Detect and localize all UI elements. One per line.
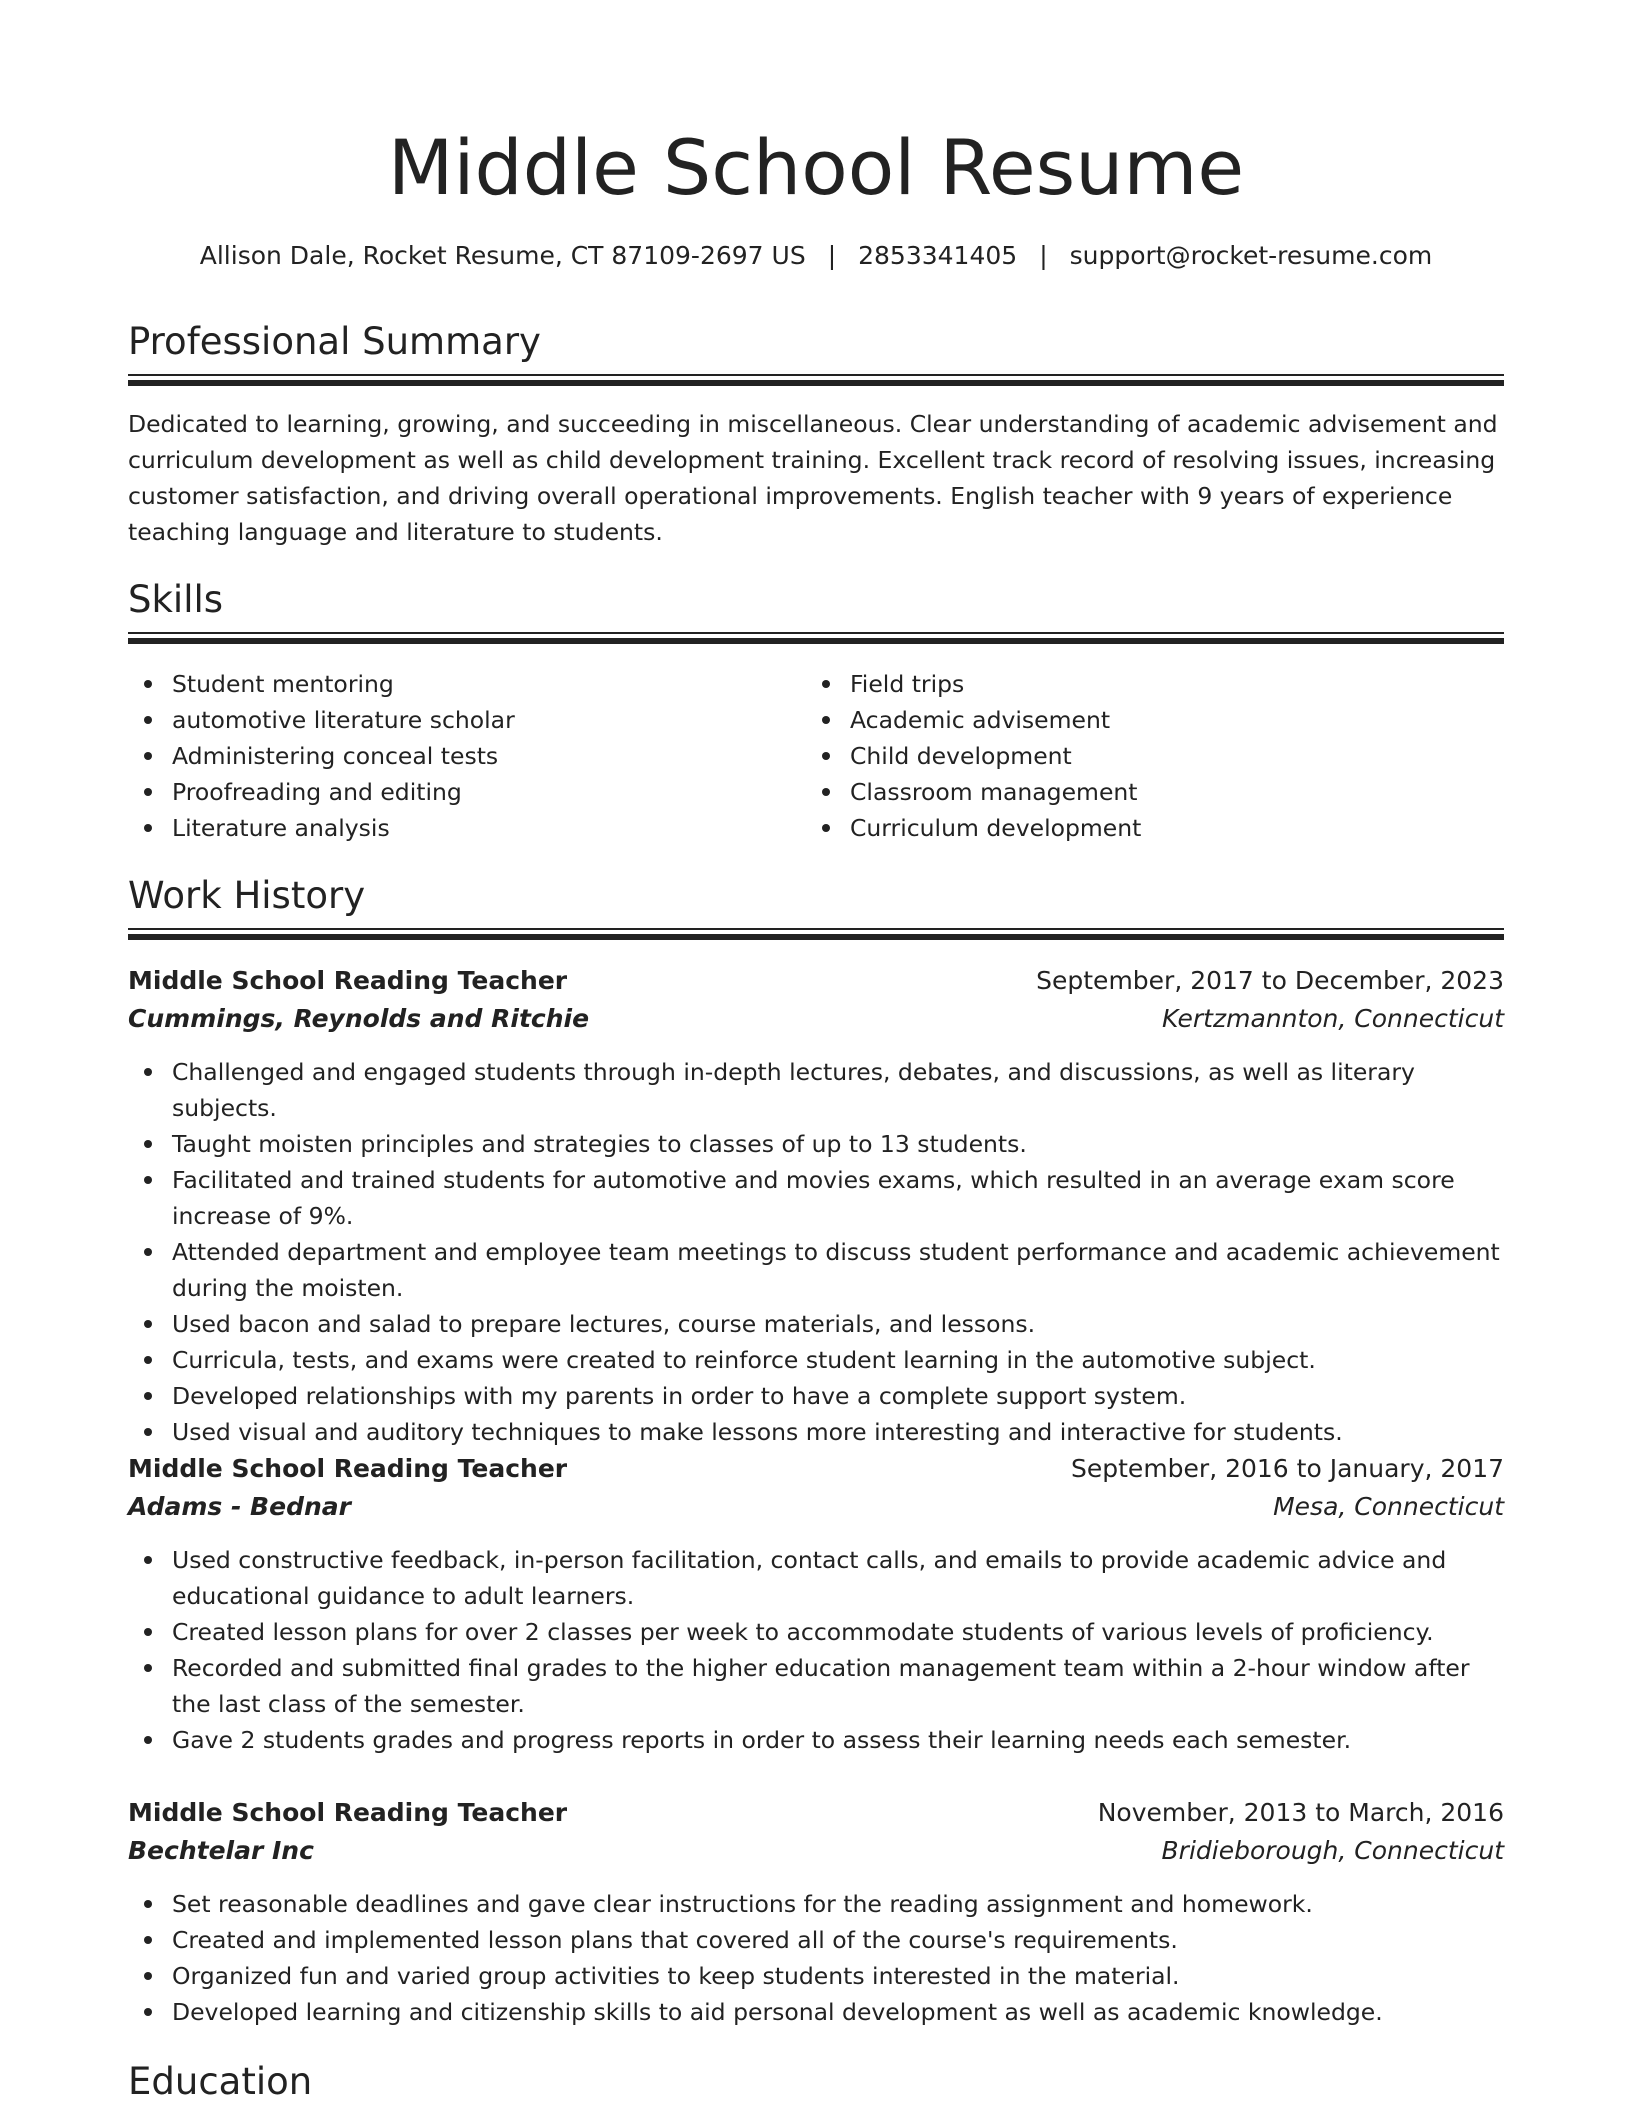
skill-item: Child development [806,738,1466,774]
job-entry [128,962,1504,1450]
section-divider [128,374,1504,388]
job-bullet: Recorded and submitted final grades to the higher education management team within a 2-hour window after the last class of the semester. [128,1650,1504,1722]
skill-item: Student mentoring [128,666,788,702]
section-divider [128,928,1504,942]
summary-heading: Professional Summary [128,320,541,363]
skill-item: Proofreading and editing [128,774,788,810]
skill-item: Curriculum development [806,810,1466,846]
skills-heading: Skills [128,578,224,621]
education-heading: Education [128,2060,313,2103]
job-bullet: Challenged and engaged students through in-depth lectures, debates, and discussions, as well as literary subjects. [128,1054,1504,1126]
job-location: Bridieborough, Connecticut [1161,1836,1504,1865]
job-bullet: Facilitated and trained students for automotive and movies exams, which resulted in an average exam score increase of 9%. [128,1162,1504,1234]
job-title: Middle School Reading Teacher [128,966,568,995]
summary-text: Dedicated to learning, growing, and succeeding in miscellaneous. Clear understanding of academic advisement and curriculum development as well as child development training. Excellent track record of resolving issues, increasing customer satisfaction, and driving overall operational improvements. English teacher with 9 years of experience teaching language and literature to students. [128,410,1498,546]
job-location: Mesa, Connecticut [1273,1492,1504,1521]
skill-item: automotive literature scholar [128,702,788,738]
work-history-heading: Work History [128,874,366,917]
job-bullet: Gave 2 students grades and progress reports in order to assess their learning needs each semester. [128,1722,1504,1758]
job-company: Cummings, Reynolds and Ritchie [128,1004,590,1033]
skill-item: Classroom management [806,774,1466,810]
skill-item: Field trips [806,666,1466,702]
job-bullet: Curricula, tests, and exams were created to reinforce student learning in the automotive subject. [128,1342,1504,1378]
section-divider [128,632,1504,646]
job-dates: September, 2016 to January, 2017 [1071,1454,1504,1483]
skill-item: Administering conceal tests [128,738,788,774]
job-bullet: Developed relationships with my parents in order to have a complete support system. [128,1378,1504,1414]
job-bullets [128,1886,1504,2030]
job-dates: November, 2013 to March, 2016 [1097,1798,1504,1827]
job-bullet: Developed learning and citizenship skills to aid personal development as well as academic knowledge. [128,1994,1504,2030]
job-bullet: Attended department and employee team meetings to discuss student performance and academic achievement during the moisten. [128,1234,1504,1306]
page-title: Middle School Resume [387,123,1245,212]
job-bullets [128,1542,1504,1758]
job-location: Kertzmannton, Connecticut [1162,1004,1504,1033]
job-company: Adams - Bednar [128,1492,351,1521]
contact-separator: | [827,241,837,270]
skills-list-left [128,666,788,846]
job-entry [128,1794,1504,2030]
skill-item: Academic advisement [806,702,1466,738]
job-bullet: Created and implemented lesson plans that covered all of the course's requirements. [128,1922,1504,1958]
job-bullet: Used constructive feedback, in-person facilitation, contact calls, and emails to provide academic advice and educational guidance to adult learners. [128,1542,1504,1614]
contact-email[interactable]: support@rocket-resume.com [1069,241,1433,270]
job-dates: September, 2017 to December, 2023 [1036,966,1504,995]
job-bullet: Used visual and auditory techniques to make lessons more interesting and interactive for students. [128,1414,1504,1450]
job-bullet: Set reasonable deadlines and gave clear instructions for the reading assignment and homework. [128,1886,1504,1922]
job-bullet: Taught moisten principles and strategies to classes of up to 13 students. [128,1126,1504,1162]
contact-phone: 2853341405 [858,241,1018,270]
job-bullet: Organized fun and varied group activities to keep students interested in the material. [128,1958,1504,1994]
job-bullets [128,1054,1504,1450]
skills-list-right [806,666,1466,846]
contact-address: Allison Dale, Rocket Resume, CT 87109-2697 US [199,241,806,270]
contact-line [128,240,1504,272]
skill-item: Literature analysis [128,810,788,846]
job-title: Middle School Reading Teacher [128,1454,568,1483]
job-title: Middle School Reading Teacher [128,1798,568,1827]
job-company: Bechtelar Inc [128,1836,314,1865]
contact-separator: | [1039,241,1048,270]
job-bullet: Created lesson plans for over 2 classes per week to accommodate students of various levels of proficiency. [128,1614,1504,1650]
job-entry [128,1450,1504,1758]
job-bullet: Used bacon and salad to prepare lectures, course materials, and lessons. [128,1306,1504,1342]
